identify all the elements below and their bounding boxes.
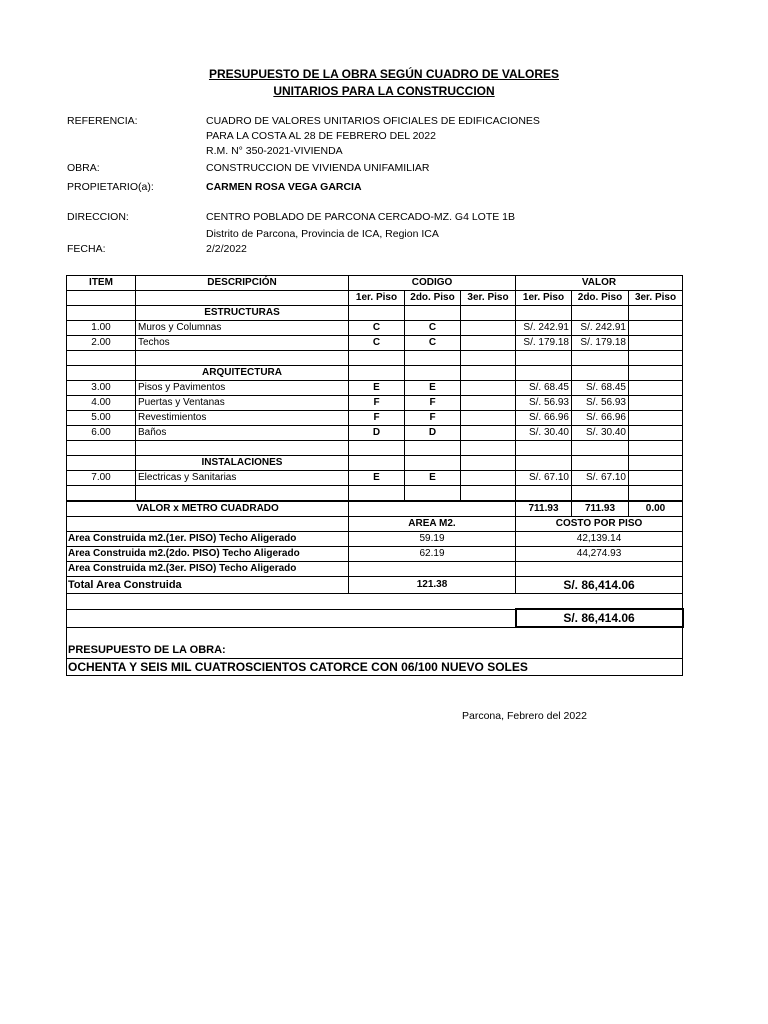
section-row (67, 456, 683, 471)
table-row (67, 321, 683, 336)
row-codigo-1: E (349, 471, 405, 486)
row-valor-3 (629, 471, 683, 486)
section-estructuras: ESTRUCTURAS (136, 306, 349, 321)
fecha-value: 2/2/2022 (206, 243, 247, 255)
table-row (67, 381, 683, 396)
header-valor-piso-1: 1er. Piso (516, 291, 572, 306)
total-costo-value: S/. 86,414.06 (516, 577, 683, 594)
document-title-line-1: PRESUPUESTO DE LA OBRA SEGÚN CUADRO DE VALORES (208, 67, 560, 81)
area-piso-3-label: Area Construida m2.(3er. PISO) Techo Aligerado (67, 562, 349, 577)
row-valor-3 (629, 381, 683, 396)
header-item: ITEM (67, 276, 136, 291)
grand-total-value: S/. 86,414.06 (516, 609, 683, 627)
header-codigo-piso-3: 3er. Piso (461, 291, 516, 306)
row-codigo-3 (461, 411, 516, 426)
costo-por-piso-header: COSTO POR PISO (516, 517, 683, 532)
row-valor-2: S/. 66.96 (572, 411, 629, 426)
empty-cell (349, 501, 516, 517)
row-valor-2: S/. 242.91 (572, 321, 629, 336)
row-codigo-1: E (349, 381, 405, 396)
area-m2-header: AREA M2. (349, 517, 516, 532)
row-descripcion: Puertas y Ventanas (136, 396, 349, 411)
table-header-row-2 (67, 291, 683, 306)
section-row (67, 366, 683, 381)
total-area-row (67, 577, 683, 594)
row-item: 2.00 (67, 336, 136, 351)
row-item: 4.00 (67, 396, 136, 411)
row-codigo-1: F (349, 411, 405, 426)
grand-total-row (67, 609, 683, 627)
presupuesto-label: PRESUPUESTO DE LA OBRA: (67, 642, 683, 659)
direccion-label: DIRECCION: (67, 211, 129, 223)
empty-cell (67, 517, 349, 532)
row-valor-1: S/. 242.91 (516, 321, 572, 336)
valor-m2-row (67, 501, 683, 517)
row-codigo-3 (461, 381, 516, 396)
empty-cell (136, 291, 349, 306)
section-arquitectura: ARQUITECTURA (136, 366, 349, 381)
row-valor-2: S/. 68.45 (572, 381, 629, 396)
spacer-row (67, 441, 683, 456)
table-row (67, 471, 683, 486)
row-item: 1.00 (67, 321, 136, 336)
empty-cell (67, 366, 136, 381)
valor-m2-piso-3: 0.00 (629, 501, 683, 517)
row-codigo-2: F (405, 396, 461, 411)
row-valor-3 (629, 396, 683, 411)
spacer-row (67, 351, 683, 366)
total-area-label: Total Area Construida (67, 577, 349, 594)
costo-piso-1-value: 42,139.14 (516, 532, 683, 547)
fecha-label: FECHA: (67, 243, 106, 255)
propietario-value: CARMEN ROSA VEGA GARCIA (206, 181, 362, 193)
row-descripcion: Pisos y Pavimentos (136, 381, 349, 396)
spacer-row (67, 594, 683, 610)
row-valor-1: S/. 67.10 (516, 471, 572, 486)
row-item: 3.00 (67, 381, 136, 396)
area-header-row (67, 517, 683, 532)
table-row (67, 411, 683, 426)
row-codigo-2: E (405, 381, 461, 396)
section-row (67, 306, 683, 321)
direccion-line-1: CENTRO POBLADO DE PARCONA CERCADO-MZ. G4 LOTE 1B (206, 211, 516, 223)
row-codigo-3 (461, 336, 516, 351)
row-valor-3 (629, 321, 683, 336)
area-piso-1-label: Area Construida m2.(1er. PISO) Techo Aligerado (67, 532, 349, 547)
row-codigo-1: C (349, 336, 405, 351)
row-descripcion: Electricas y Sanitarias (136, 471, 349, 486)
row-codigo-3 (461, 426, 516, 441)
table-row (67, 336, 683, 351)
row-valor-2: S/. 179.18 (572, 336, 629, 351)
row-valor-1: S/. 56.93 (516, 396, 572, 411)
area-piso-row (67, 547, 683, 562)
referencia-line-3: R.M. N° 350-2021-VIVIENDA (206, 145, 343, 157)
empty-cell (67, 306, 136, 321)
table-row (67, 426, 683, 441)
area-piso-2-label: Area Construida m2.(2do. PISO) Techo Aligerado (67, 547, 349, 562)
row-codigo-2: C (405, 321, 461, 336)
table-header-row-1 (67, 276, 683, 291)
spacer-row (67, 486, 683, 502)
row-valor-3 (629, 336, 683, 351)
row-valor-2: S/. 56.93 (572, 396, 629, 411)
header-valor: VALOR (516, 276, 683, 291)
empty-cell (67, 456, 136, 471)
row-valor-1: S/. 68.45 (516, 381, 572, 396)
total-area-value: 121.38 (349, 577, 516, 594)
area-piso-row (67, 562, 683, 577)
row-descripcion: Techos (136, 336, 349, 351)
valor-m2-piso-1: 711.93 (516, 501, 572, 517)
row-codigo-3 (461, 321, 516, 336)
referencia-line-2: PARA LA COSTA AL 28 DE FEBRERO DEL 2022 (206, 130, 436, 142)
obra-value: CONSTRUCCION DE VIVIENDA UNIFAMILIAR (206, 162, 430, 174)
row-valor-1: S/. 30.40 (516, 426, 572, 441)
area-piso-3-value (349, 562, 516, 577)
presupuesto-label-row (67, 642, 683, 659)
referencia-label: REFERENCIA: (67, 115, 138, 127)
referencia-line-1: CUADRO DE VALORES UNITARIOS OFICIALES DE EDIFICACIONES (206, 115, 540, 127)
header-valor-piso-3: 3er. Piso (629, 291, 683, 306)
row-codigo-2: F (405, 411, 461, 426)
spacer-row (67, 627, 683, 642)
header-codigo-piso-1: 1er. Piso (349, 291, 405, 306)
row-item: 6.00 (67, 426, 136, 441)
presupuesto-words: OCHENTA Y SEIS MIL CUATROSCIENTOS CATORCE CON 06/100 NUEVO SOLES (67, 659, 683, 676)
row-descripcion: Revestimientos (136, 411, 349, 426)
row-descripcion: Baños (136, 426, 349, 441)
header-codigo-piso-2: 2do. Piso (405, 291, 461, 306)
empty-cell (67, 291, 136, 306)
row-valor-3 (629, 426, 683, 441)
row-valor-1: S/. 66.96 (516, 411, 572, 426)
area-piso-2-value: 62.19 (349, 547, 516, 562)
costo-piso-2-value: 44,274.93 (516, 547, 683, 562)
area-piso-row (67, 532, 683, 547)
row-valor-2: S/. 30.40 (572, 426, 629, 441)
row-item: 5.00 (67, 411, 136, 426)
budget-table (66, 275, 684, 676)
row-codigo-1: F (349, 396, 405, 411)
row-valor-3 (629, 411, 683, 426)
row-descripcion: Muros y Columnas (136, 321, 349, 336)
obra-label: OBRA: (67, 162, 100, 174)
row-codigo-2: E (405, 471, 461, 486)
presupuesto-words-row (67, 659, 683, 676)
area-piso-1-value: 59.19 (349, 532, 516, 547)
propietario-label: PROPIETARIO(a): (67, 181, 154, 193)
row-item: 7.00 (67, 471, 136, 486)
costo-piso-3-value (516, 562, 683, 577)
row-valor-1: S/. 179.18 (516, 336, 572, 351)
row-codigo-1: C (349, 321, 405, 336)
row-codigo-3 (461, 396, 516, 411)
row-codigo-2: D (405, 426, 461, 441)
valor-m2-label: VALOR x METRO CUADRADO (67, 501, 349, 517)
header-descripcion: DESCRIPCIÓN (136, 276, 349, 291)
row-valor-2: S/. 67.10 (572, 471, 629, 486)
row-codigo-3 (461, 471, 516, 486)
header-codigo: CODIGO (349, 276, 516, 291)
direccion-line-2: Distrito de Parcona, Provincia de ICA, Region ICA (206, 228, 439, 240)
place-date: Parcona, Febrero del 2022 (462, 710, 587, 722)
empty-cell (67, 609, 516, 627)
section-instalaciones: INSTALACIONES (136, 456, 349, 471)
row-codigo-2: C (405, 336, 461, 351)
document-title-line-2: UNITARIOS PARA LA CONSTRUCCION (273, 84, 495, 98)
row-codigo-1: D (349, 426, 405, 441)
valor-m2-piso-2: 711.93 (572, 501, 629, 517)
header-valor-piso-2: 2do. Piso (572, 291, 629, 306)
table-row (67, 396, 683, 411)
